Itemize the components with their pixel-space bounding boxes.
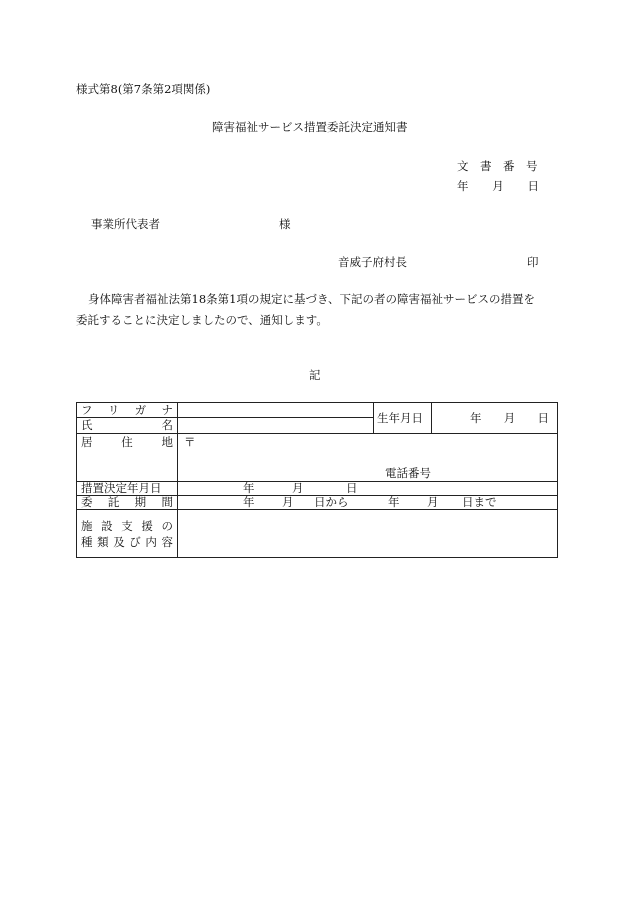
- facility-support-field[interactable]: [178, 510, 558, 558]
- issue-date: [457, 179, 539, 193]
- body-text-line-1: 身体障害者福祉法第18条第1項の規定に基づき、下記の者の障害福祉サービスの措置を: [88, 292, 535, 306]
- address-row: [77, 434, 558, 482]
- period-field[interactable]: 年 月 日から 年 月 日まで: [178, 496, 558, 510]
- birthdate-label: 生年月日: [374, 403, 432, 434]
- name-field[interactable]: [178, 418, 374, 434]
- name-label: 氏 名: [77, 418, 178, 434]
- facility-support-row: [77, 510, 558, 558]
- furigana-row: [77, 403, 558, 418]
- seal-mark: 印: [527, 255, 539, 269]
- address-label: 居 住 地: [77, 434, 178, 482]
- period-row: [77, 496, 558, 510]
- addressee-label: 事業所代表者: [91, 217, 160, 231]
- ki-heading: 記: [309, 368, 321, 382]
- decision-date-label: 措置決定年月日: [77, 482, 178, 496]
- decision-date-field[interactable]: 年 月 日: [178, 482, 558, 496]
- facility-support-label: 施 設 支 援 の 種 類 及 び 内 容: [77, 510, 178, 558]
- birthdate-field[interactable]: 年 月 日: [432, 403, 558, 434]
- postal-mark: 〒: [184, 435, 196, 449]
- document-title: 障害福祉サービス措置委託決定通知書: [212, 120, 408, 134]
- issue-date-month: 月: [492, 179, 504, 193]
- phone-label: 電話番号: [385, 466, 431, 480]
- document-number-label: 文 書 番 号: [457, 159, 538, 173]
- form-number: 様式第8(第7条第2項関係): [76, 82, 211, 96]
- address-field[interactable]: [178, 434, 558, 482]
- issue-date-year: 年: [457, 179, 469, 193]
- recipient-table: [76, 402, 558, 558]
- furigana-label: フ リ ガ ナ: [77, 403, 178, 418]
- issuer-name: 音威子府村長: [338, 255, 407, 269]
- furigana-field[interactable]: [178, 403, 374, 418]
- body-text-line-2: 委託することに決定しましたので、通知します。: [76, 313, 328, 327]
- period-label: 委 託 期 間: [77, 496, 178, 510]
- addressee-honorific: 様: [279, 217, 291, 231]
- issue-date-day: 日: [527, 179, 539, 193]
- decision-date-row: [77, 482, 558, 496]
